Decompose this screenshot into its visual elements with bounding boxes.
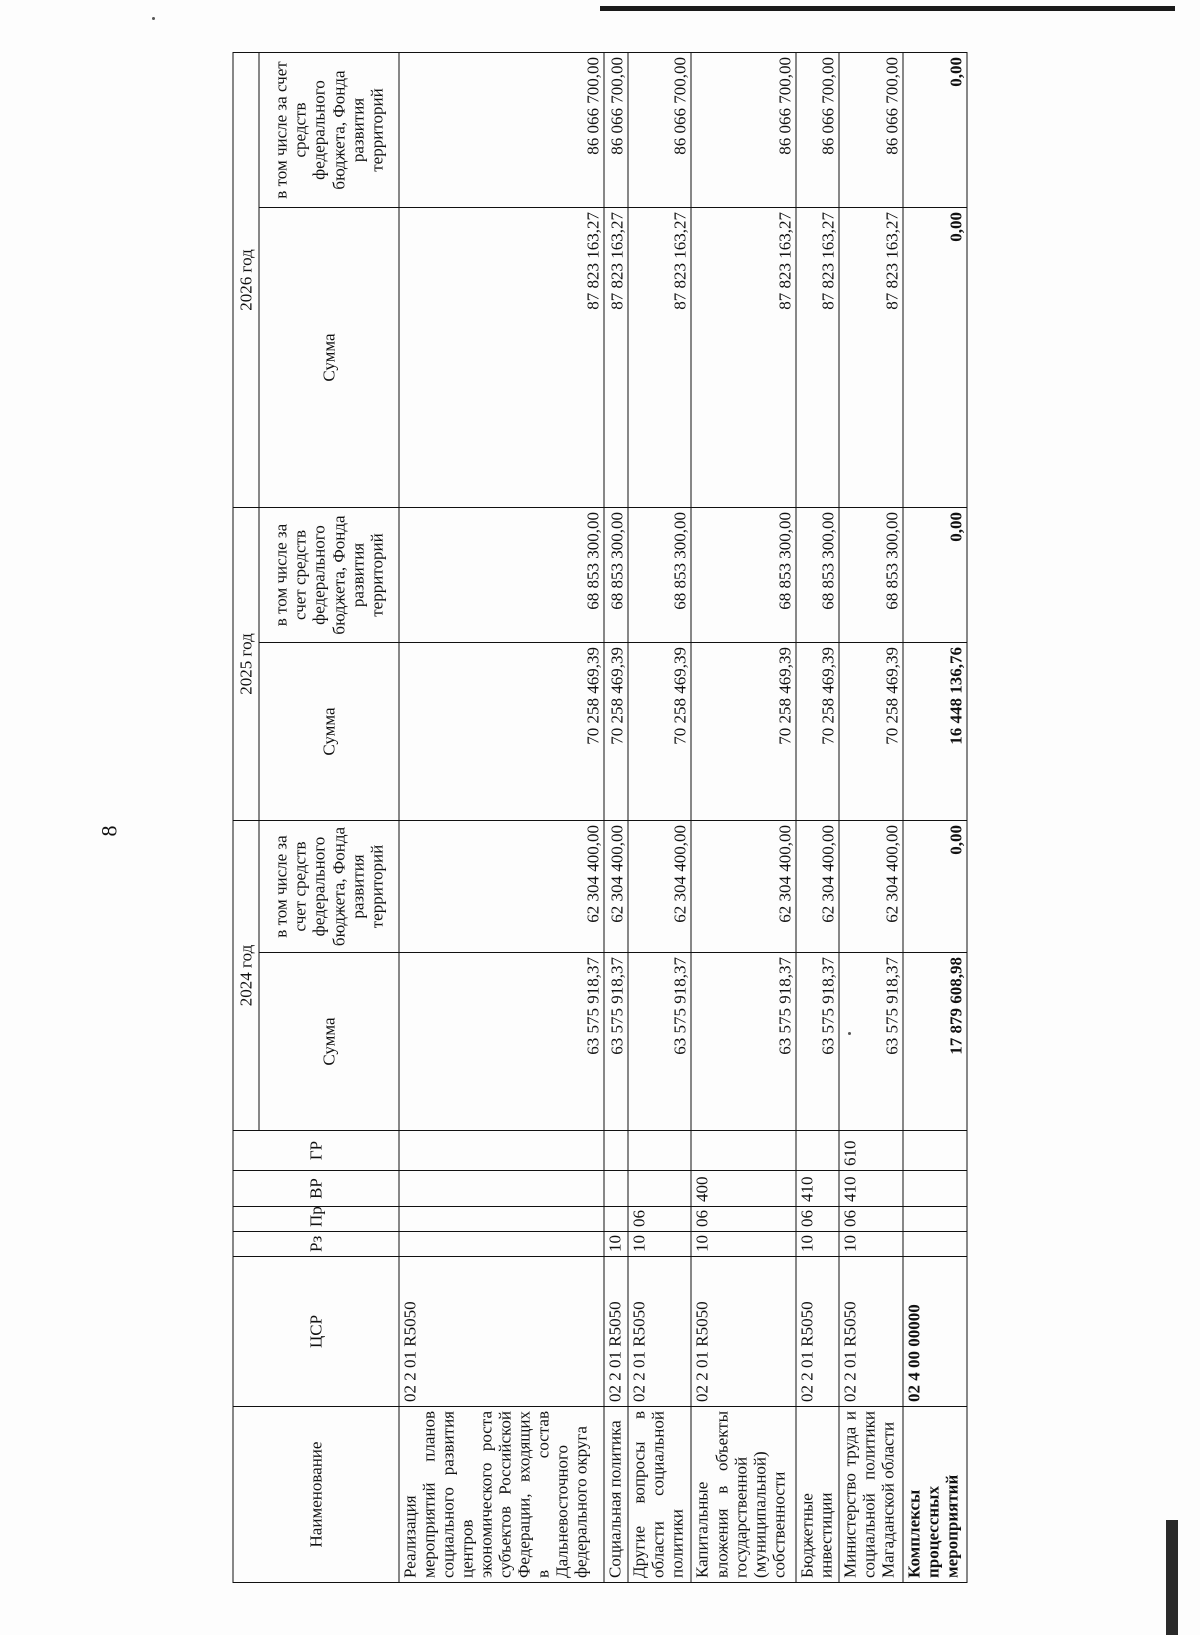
row-federal-2026: 86 066 700,00: [399, 53, 604, 208]
header-name: Наименование: [233, 1407, 399, 1583]
row-gr: [399, 1131, 604, 1171]
row-sum-2024: 63 575 918,37: [604, 953, 627, 1131]
table-row: [399, 53, 604, 1583]
row-csr: 02 2 01 R5050: [604, 1257, 627, 1407]
header-federal-2024: в том числе за счет средств федерального бюджета, Фонда развития территорий: [259, 821, 399, 953]
header-sum-2025: Сумма: [259, 643, 399, 821]
row-gr: [628, 1131, 692, 1171]
row-name: Социальная политика: [604, 1407, 627, 1583]
row-federal-2024: 62 304 400,00: [839, 821, 903, 953]
row-federal-2025: 68 853 300,00: [796, 508, 840, 643]
row-vr: [903, 1171, 967, 1207]
row-csr: 02 2 01 R5050: [839, 1257, 903, 1407]
header-federal-2026: в том числе за счет средств федерального бюджета, Фонда развития территорий: [259, 53, 399, 208]
row-sum-2025: 70 258 469,39: [691, 643, 795, 821]
row-name: Другие вопросы в области социальной политики: [628, 1407, 692, 1583]
row-sum-2026: 87 823 163,27: [604, 208, 627, 508]
row-federal-2026: 86 066 700,00: [691, 53, 795, 208]
table-row: [691, 53, 795, 1583]
row-sum-2026: 0,00: [903, 208, 967, 508]
row-federal-2025: 68 853 300,00: [839, 508, 903, 643]
row-sum-2026: 87 823 163,27: [628, 208, 692, 508]
header-rz: Рз: [233, 1232, 399, 1257]
scan-speck: [152, 17, 155, 20]
row-federal-2025: 68 853 300,00: [628, 508, 692, 643]
row-vr: 400: [691, 1171, 795, 1207]
row-pr: [399, 1207, 604, 1232]
row-sum-2026: 87 823 163,27: [399, 208, 604, 508]
row-name: Министерство труда и социальной политики Магаданской области: [839, 1407, 903, 1583]
table-row: [903, 53, 967, 1583]
row-federal-2024: 62 304 400,00: [796, 821, 840, 953]
row-sum-2026: 87 823 163,27: [839, 208, 903, 508]
row-vr: [399, 1171, 604, 1207]
row-sum-2025: 70 258 469,39: [628, 643, 692, 821]
row-rz: 10: [796, 1232, 840, 1257]
row-vr: [604, 1171, 627, 1207]
row-pr: [604, 1207, 627, 1232]
row-federal-2026: 86 066 700,00: [628, 53, 692, 208]
row-federal-2026: 86 066 700,00: [796, 53, 840, 208]
row-csr: 02 2 01 R5050: [691, 1257, 795, 1407]
row-federal-2026: 86 066 700,00: [604, 53, 627, 208]
row-rz: 10: [628, 1232, 692, 1257]
row-rz: 10: [691, 1232, 795, 1257]
header-year-2024: 2024 год: [233, 821, 259, 1131]
row-rz: 10: [604, 1232, 627, 1257]
row-gr: 610: [839, 1131, 903, 1171]
row-gr: [796, 1131, 840, 1171]
row-sum-2025: 70 258 469,39: [399, 643, 604, 821]
row-federal-2024: 62 304 400,00: [399, 821, 604, 953]
row-federal-2025: 68 853 300,00: [604, 508, 627, 643]
scan-top-bar: [600, 6, 1175, 11]
rotated-table-container: [233, 53, 968, 1583]
header-gr: ГР: [233, 1131, 399, 1171]
row-pr: 06: [691, 1207, 795, 1232]
row-sum-2025: 70 258 469,39: [796, 643, 840, 821]
row-csr: 02 2 01 R5050: [628, 1257, 692, 1407]
header-pr: Пр: [233, 1207, 399, 1232]
row-rz: 10: [839, 1232, 903, 1257]
row-sum-2024: 63 575 918,37: [796, 953, 840, 1131]
row-gr: [604, 1131, 627, 1171]
page-number: 8: [96, 825, 122, 837]
table-row: [628, 53, 692, 1583]
row-pr: 06: [628, 1207, 692, 1232]
row-gr: [903, 1131, 967, 1171]
row-name: Реализация мероприятий планов социального развития центров экономического роста субъектов Российской Федерации, входящих в состав Дальневосточного федерального округа: [399, 1407, 604, 1583]
header-year-2025: 2025 год: [233, 508, 259, 821]
row-sum-2025: 70 258 469,39: [604, 643, 627, 821]
row-federal-2024: 62 304 400,00: [604, 821, 627, 953]
row-gr: [691, 1131, 795, 1171]
table-row: [796, 53, 840, 1583]
row-federal-2025: 68 853 300,00: [691, 508, 795, 643]
row-rz: [399, 1232, 604, 1257]
header-sum-2024: Сумма: [259, 953, 399, 1131]
row-sum-2024: 63 575 918,37: [691, 953, 795, 1131]
row-pr: 06: [796, 1207, 840, 1232]
row-pr: 06: [839, 1207, 903, 1232]
header-federal-2025: в том числе за счет средств федерального бюджета, Фонда развития территорий: [259, 508, 399, 643]
row-name: Бюджетные инвестиции: [796, 1407, 840, 1583]
header-csr: ЦСР: [233, 1257, 399, 1407]
header-sum-2026: Сумма: [259, 208, 399, 508]
row-rz: [903, 1232, 967, 1257]
row-sum-2024: 63 575 918,37: [399, 953, 604, 1131]
row-csr: 02 4 00 00000: [903, 1257, 967, 1407]
row-sum-2024: 17 879 608,98: [903, 953, 967, 1131]
row-pr: [903, 1207, 967, 1232]
row-sum-2024: 63 575 918,37: [628, 953, 692, 1131]
row-csr: 02 2 01 R5050: [796, 1257, 840, 1407]
row-federal-2025: 68 853 300,00: [399, 508, 604, 643]
header-year-2026: 2026 год: [233, 53, 259, 508]
row-sum-2025: 70 258 469,39: [839, 643, 903, 821]
row-federal-2024: 62 304 400,00: [691, 821, 795, 953]
row-federal-2024: 0,00: [903, 821, 967, 953]
row-sum-2024: 63 575 918,37: [839, 953, 903, 1131]
row-federal-2025: 0,00: [903, 508, 967, 643]
header-vr: ВР: [233, 1171, 399, 1207]
table-row: [604, 53, 627, 1583]
budget-table: [233, 52, 968, 1583]
row-name: Комплексы процессных мероприятий: [903, 1407, 967, 1583]
scan-edge-shadow: [1166, 1520, 1178, 1635]
table-row: [839, 53, 903, 1583]
row-vr: 410: [796, 1171, 840, 1207]
row-federal-2024: 62 304 400,00: [628, 821, 692, 953]
row-sum-2026: 87 823 163,27: [691, 208, 795, 508]
row-federal-2026: 86 066 700,00: [839, 53, 903, 208]
row-vr: [628, 1171, 692, 1207]
row-federal-2026: 0,00: [903, 53, 967, 208]
row-name: Капитальные вложения в объекты государственной (муниципальной) собственности: [691, 1407, 795, 1583]
row-sum-2025: 16 448 136,76: [903, 643, 967, 821]
row-vr: 410: [839, 1171, 903, 1207]
row-csr: 02 2 01 R5050: [399, 1257, 604, 1407]
row-sum-2026: 87 823 163,27: [796, 208, 840, 508]
